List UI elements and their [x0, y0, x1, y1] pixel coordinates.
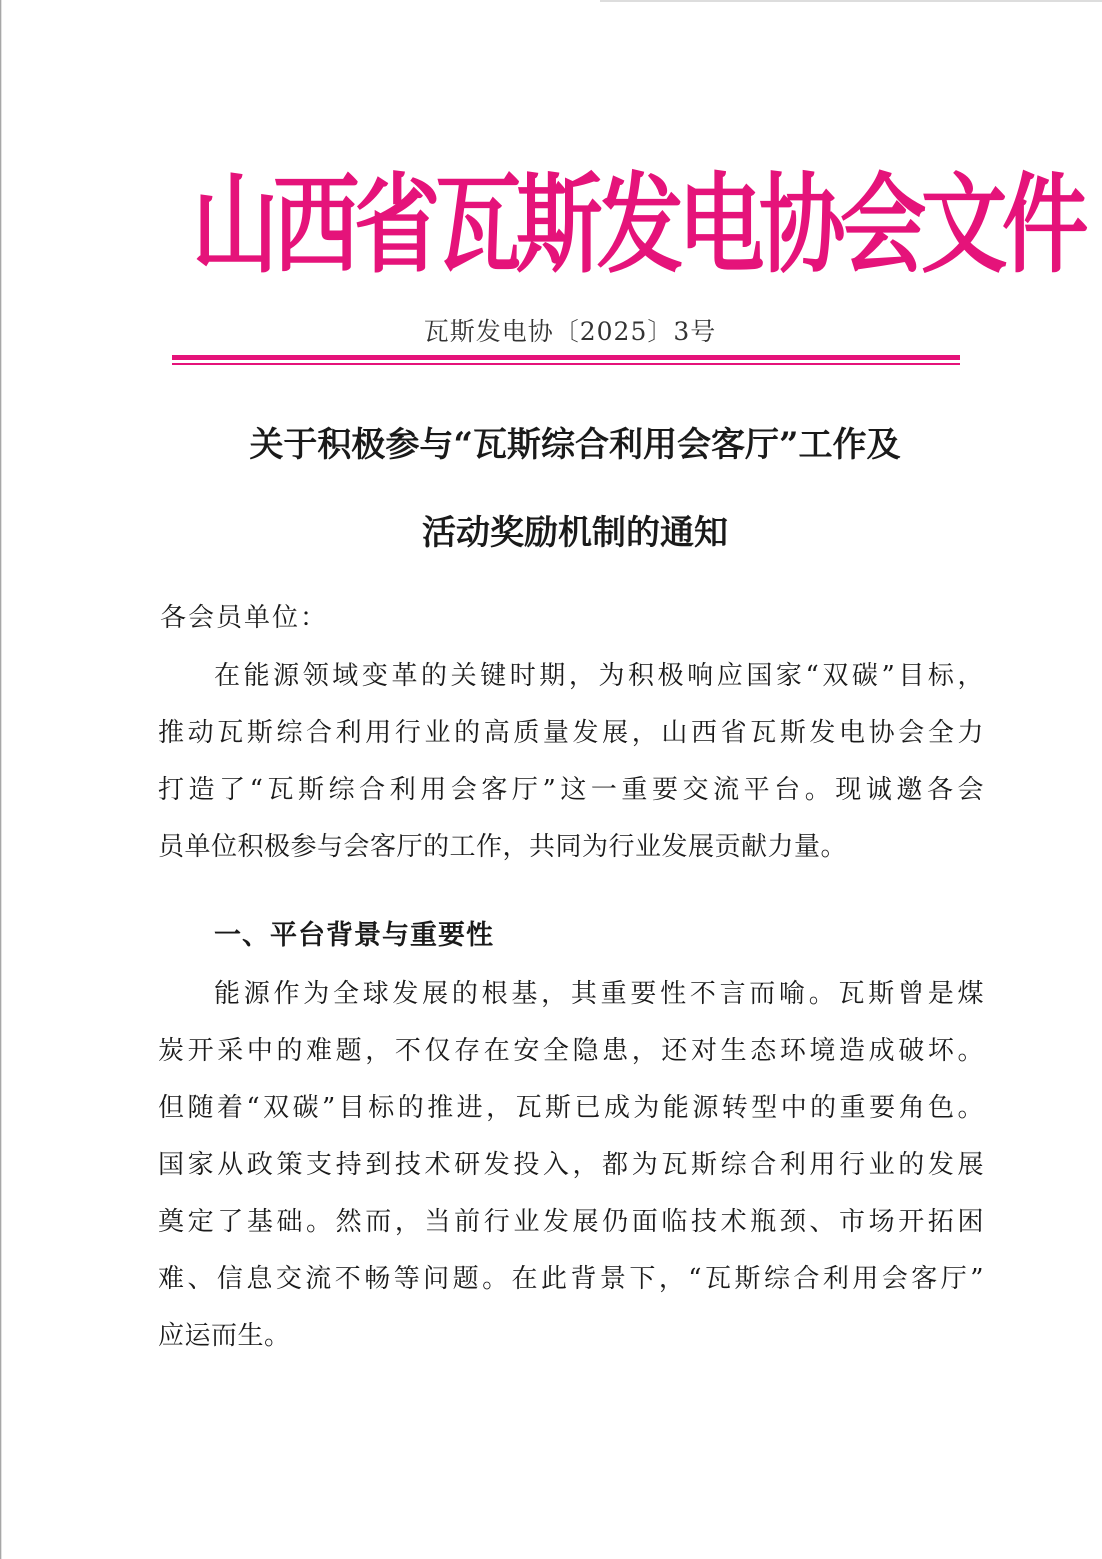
- red-divider-rule-thin: [172, 363, 960, 365]
- paragraph-line: 推动瓦斯综合利用行业的高质量发展，山西省瓦斯发电协会全力: [158, 718, 984, 748]
- scan-edge-left: [0, 0, 2, 1559]
- intro-paragraph: [158, 648, 984, 876]
- paragraph-line: 炭开采中的难题，不仅存在安全隐患，还对生态环境造成破坏。: [158, 1036, 984, 1066]
- salutation: 各会员单位：: [160, 603, 329, 633]
- paragraph-line: 员单位积极参与会客厅的工作，共同为行业发展贡献力量。: [158, 832, 848, 862]
- paragraph-line: 能源作为全球发展的根基，其重要性不言而喻。瓦斯曾是煤: [214, 979, 984, 1009]
- paragraph-line: 打造了“瓦斯综合利用会客厅”这一重要交流平台。现诚邀各会: [158, 775, 984, 805]
- notice-title-line-1: 关于积极参与“瓦斯综合利用会客厅”工作及: [249, 425, 901, 465]
- paragraph-line: 国家从政策支持到技术研发投入，都为瓦斯综合利用行业的发展: [158, 1150, 984, 1180]
- notice-title-line-2: 活动奖励机制的通知: [422, 513, 728, 553]
- paragraph-line: 但随着“双碳”目标的推进，瓦斯已成为能源转型中的重要角色。: [158, 1093, 984, 1123]
- masthead-title: 山西省瓦斯发电协会文件: [192, 161, 1083, 288]
- background-paragraph: [158, 966, 984, 1365]
- section-heading: 一、平台背景与重要性: [214, 920, 494, 951]
- document-number: 瓦斯发电协〔2025〕3号: [423, 317, 717, 346]
- paragraph-line: 奠定了基础。然而，当前行业发展仍面临技术瓶颈、市场开拓困: [158, 1207, 984, 1237]
- paragraph-line: 应运而生。: [158, 1321, 291, 1351]
- scan-edge-top: [600, 0, 1102, 2]
- paragraph-line: 难、信息交流不畅等问题。在此背景下，“瓦斯综合利用会客厅”: [158, 1264, 984, 1294]
- red-divider-rule: [172, 355, 960, 360]
- paragraph-line: 在能源领域变革的关键时期，为积极响应国家“双碳”目标，: [214, 661, 984, 691]
